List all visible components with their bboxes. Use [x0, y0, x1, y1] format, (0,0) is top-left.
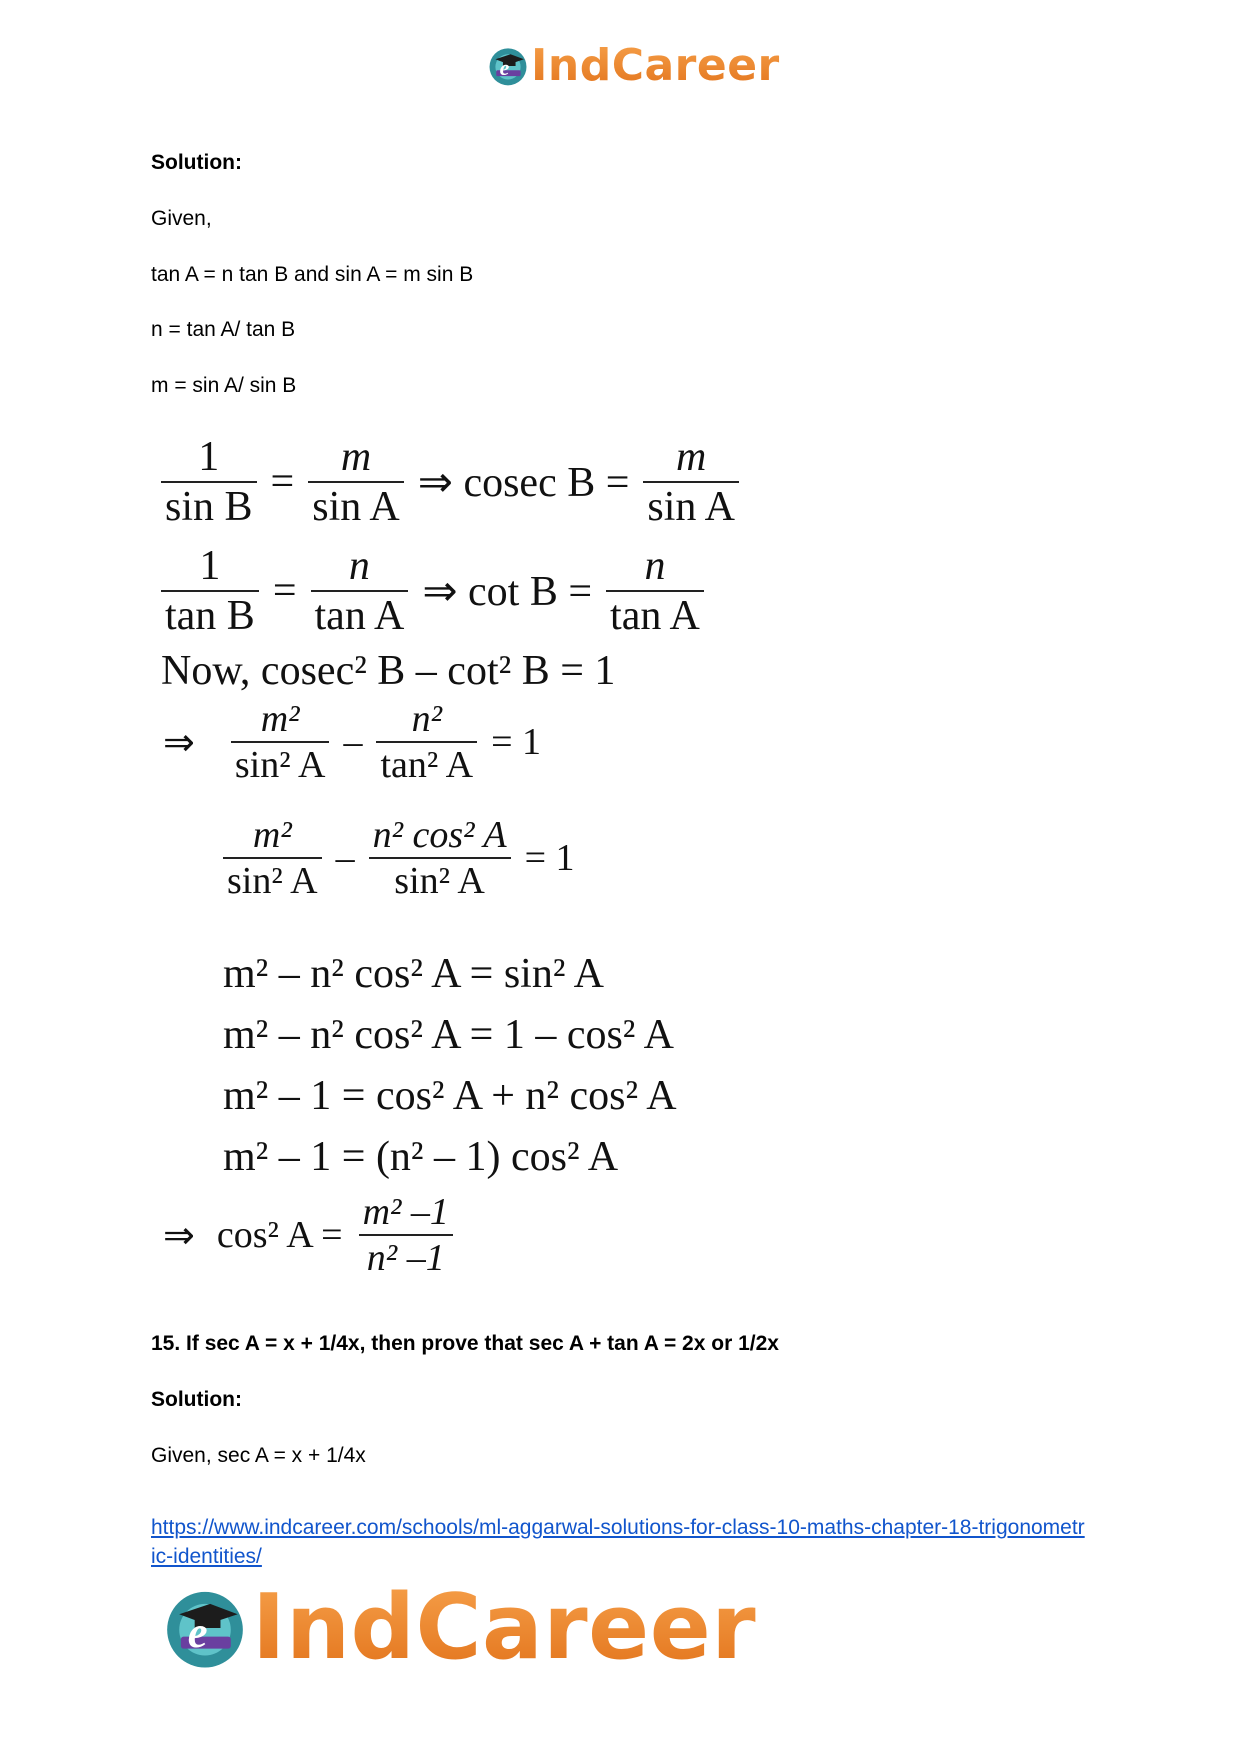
- logo-wordmark: IndCareer: [531, 40, 780, 91]
- solution-label: Solution:: [151, 151, 242, 174]
- n-definition: n = tan A/ tan B: [151, 318, 296, 341]
- math-row-8: m² – 1 = cos² A + n² cos² A: [223, 1073, 677, 1119]
- math-row-2: $\frac{1}{\text{tan B}}$ = $\frac{n}{\text{tan A}}$ ⇒ cot B = $\frac{n}{\text{tan A}}$: [155, 542, 710, 640]
- header-logo: [487, 40, 780, 92]
- math-row-9: m² – 1 = (n² – 1) cos² A: [223, 1134, 619, 1180]
- math-row-5: $\frac{\text{m²}}{\text{sin² A}}$ – $\frac{\text{n² cos² A}}{\text{sin² A}}$ = 1: [217, 813, 583, 903]
- math-row-4: ⇒ $\frac{\text{m²}}{\text{sin² A}}$ – $\frac{\text{n²}}{\text{tan² A}}$ = 1: [163, 698, 542, 786]
- question-15: 15. If sec A = x + 1/4x, then prove that sec A + tan A = 2x or 1/2x: [151, 1332, 779, 1355]
- given-line: Given,: [151, 207, 212, 230]
- solution-label: Solution:: [151, 1388, 242, 1411]
- logo-wordmark: IndCareer: [252, 1575, 757, 1680]
- source-link[interactable]: https://www.indcareer.com/schools/ml-aggarwal-solutions-for-class-10-maths-chapter-18-trigonometric-identities/: [151, 1516, 1085, 1568]
- math-row-1: $\frac{1}{\text{sin B}}$ = $\frac{m}{\text{sin A}}$ ⇒ cosec B = $\frac{m}{\text{sin A}}$: [155, 433, 745, 531]
- math-row-10: ⇒ cos² A = $\frac{\text{m² –1}}{\text{n² –1}}$: [155, 1190, 459, 1280]
- graduation-cap-book-icon: [162, 1585, 248, 1671]
- math-row-6: m² – n² cos² A = sin² A: [223, 951, 604, 997]
- graduation-cap-book-icon: [487, 45, 529, 87]
- math-row-7: m² – n² cos² A = 1 – cos² A: [223, 1012, 674, 1058]
- svg-text:e: e: [499, 56, 510, 81]
- math-derivation: [155, 425, 855, 1295]
- math-row-3: Now, cosec² B – cot² B = 1: [161, 648, 616, 694]
- given-sec-a: Given, sec A = x + 1/4x: [151, 1444, 366, 1467]
- given-statement: tan A = n tan B and sin A = m sin B: [151, 263, 474, 286]
- svg-text:e: e: [187, 1606, 208, 1657]
- footer-logo: [162, 1575, 757, 1680]
- m-definition: m = sin A/ sin B: [151, 374, 297, 397]
